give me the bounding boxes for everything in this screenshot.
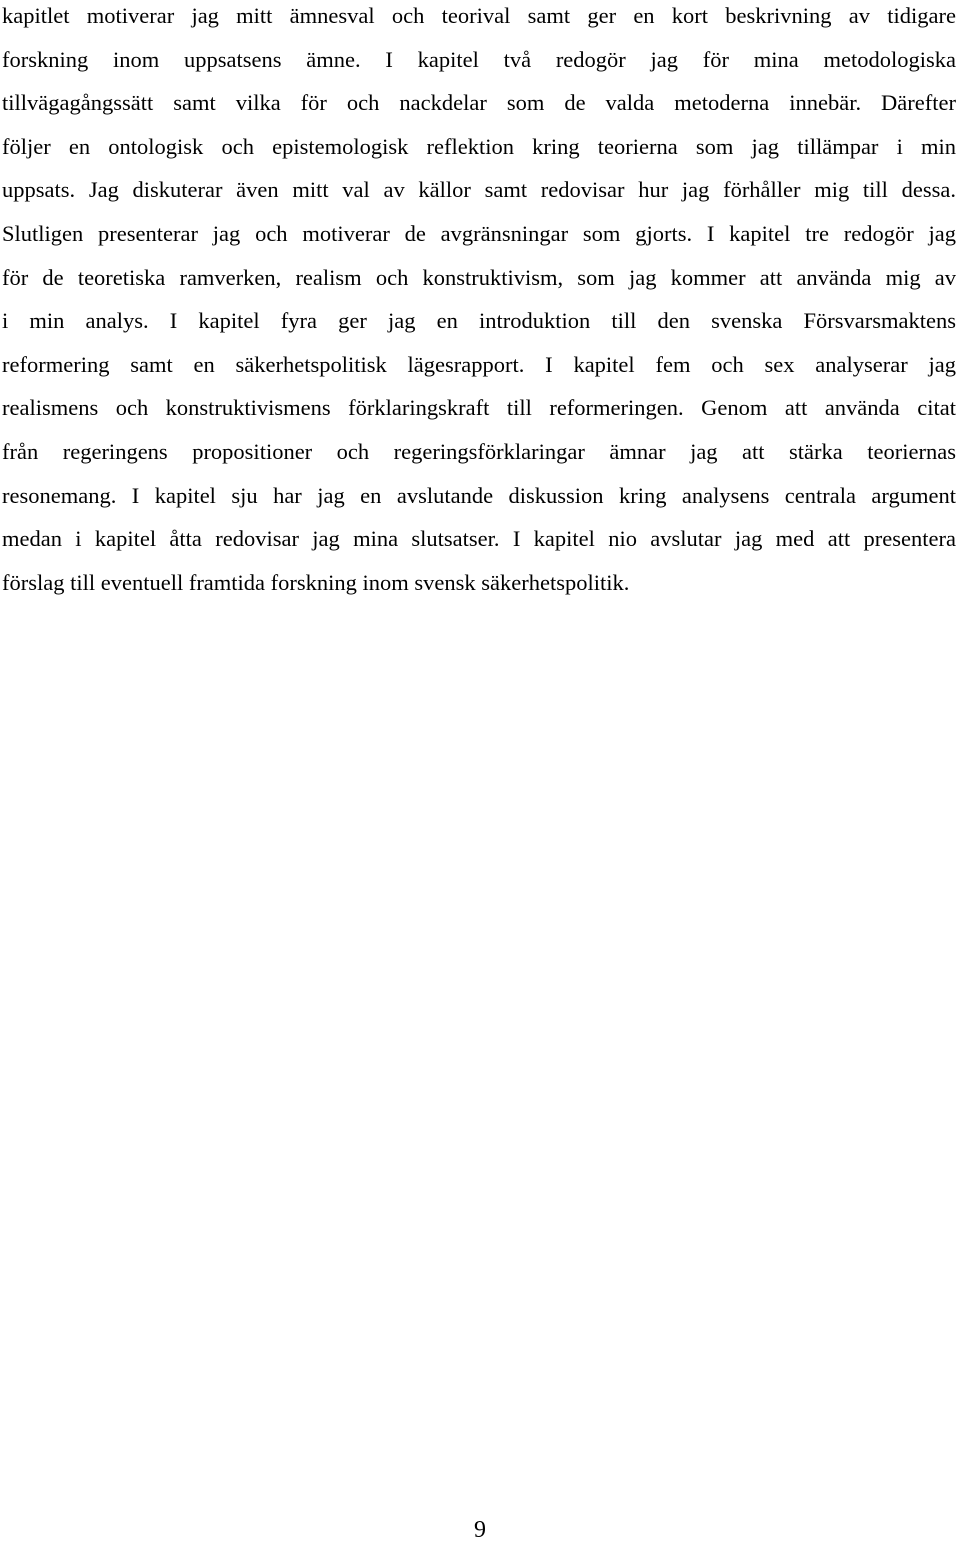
paragraph-line: följer en ontologisk och epistemologisk reflektion kring teorierna som jag tillämpar i min: [2, 133, 956, 159]
body-paragraph: [2, 0, 956, 610]
paragraph-line: uppsats. Jag diskuterar även mitt val av källor samt redovisar hur jag förhåller mig till dessa.: [2, 177, 956, 203]
paragraph-line: medan i kapitel åtta redovisar jag mina slutsatser. I kapitel nio avslutar jag med att presentera: [2, 526, 956, 552]
paragraph-line: i min analys. I kapitel fyra ger jag en introduktion till den svenska Försvarsmaktens: [2, 308, 956, 334]
paragraph-line: resonemang. I kapitel sju har jag en avslutande diskussion kring analysens centrala argument: [2, 482, 956, 508]
paragraph-line: kapitlet motiverar jag mitt ämnesval och teorival samt ger en kort beskrivning av tidigare: [2, 3, 956, 28]
paragraph-line: förslag till eventuell framtida forskning inom svensk säkerhetspolitik.: [2, 569, 630, 595]
paragraph-line: forskning inom uppsatsens ämne. I kapitel två redogör jag för mina metodologiska: [2, 46, 956, 72]
paragraph-line: tillvägagångssätt samt vilka för och nackdelar som de valda metoderna innebär. Därefter: [2, 90, 956, 116]
paragraph-line: Slutligen presenterar jag och motiverar de avgränsningar som gjorts. I kapitel tre redogör jag: [2, 220, 956, 246]
paragraph-line: reformering samt en säkerhetspolitisk lägesrapport. I kapitel fem och sex analyserar jag: [2, 351, 956, 377]
paragraph-line: från regeringens propositioner och regeringsförklaringar ämnar jag att stärka teoriernas: [2, 438, 956, 464]
paragraph-line: realismens och konstruktivismens förklaringskraft till reformeringen. Genom att använda citat: [2, 395, 956, 421]
page-number: 9: [474, 1517, 486, 1543]
paragraph-line: för de teoretiska ramverken, realism och konstruktivism, som jag kommer att använda mig av: [2, 264, 956, 290]
